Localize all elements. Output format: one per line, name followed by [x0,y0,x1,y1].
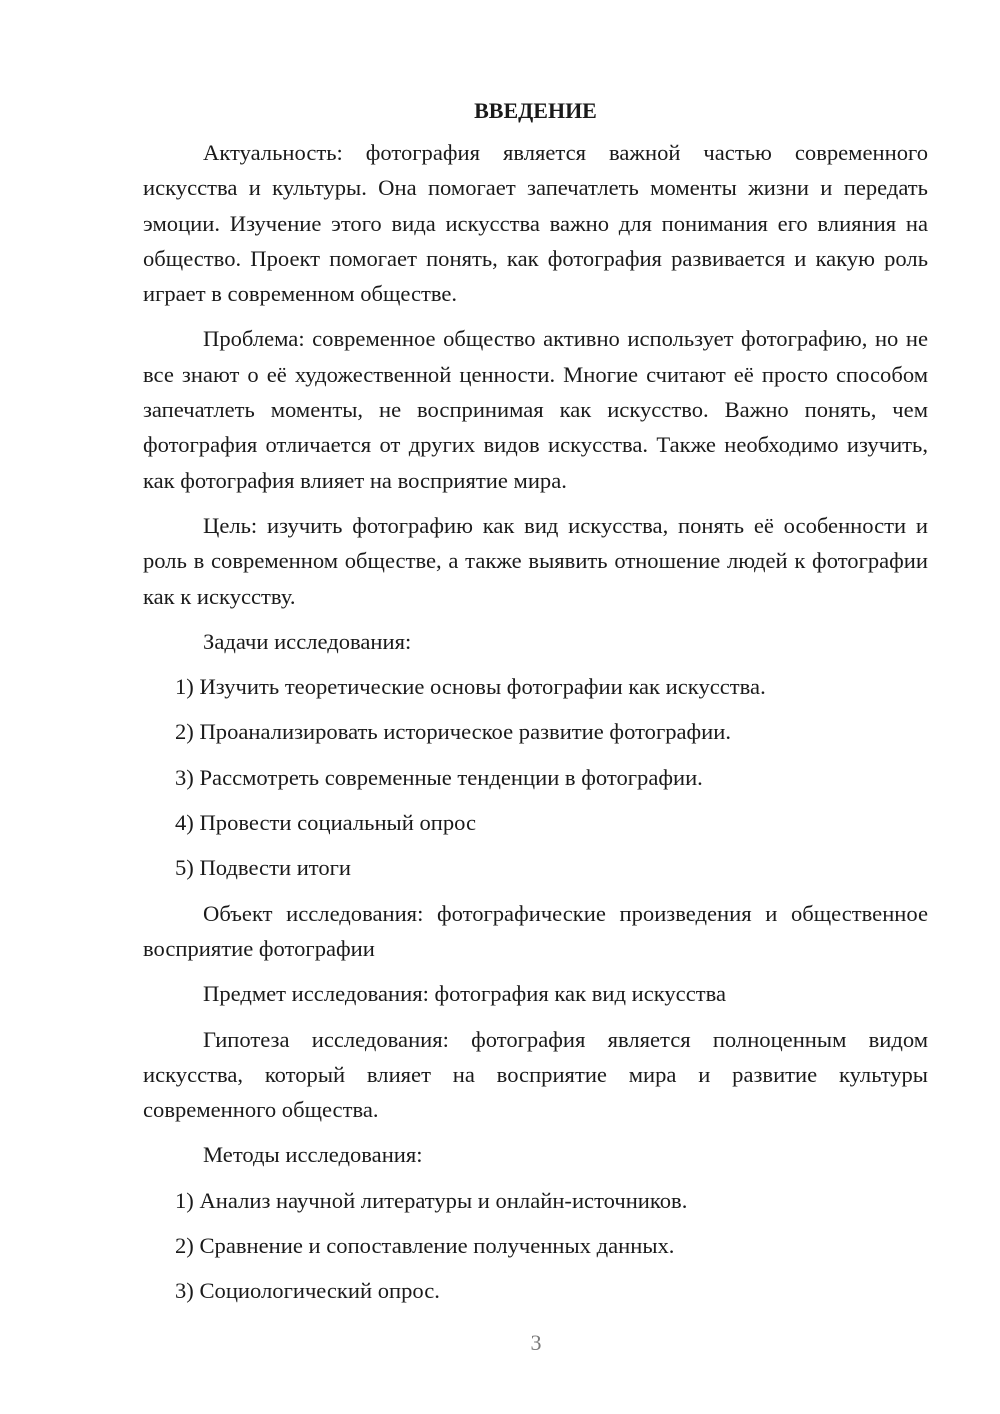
hypothesis-paragraph: Гипотеза исследования: фотография является полноценным видом искусства, который влияет на восприятие мира и развитие культуры современного общества. [143,1026,928,1123]
method-item: 2) Сравнение и сопоставление полученных данных. [175,1233,675,1259]
page-title: ВВЕДЕНИЕ [474,98,597,123]
task-item: 2) Проанализировать историческое развитие фотографии. [175,719,732,745]
page-content [143,96,928,1319]
method-item: 1) Анализ научной литературы и онлайн-источников. [175,1187,688,1213]
tasks-heading: Задачи исследования: [203,628,412,654]
goal-paragraph: Цель: изучить фотографию как вид искусства, понять её особенности и роль в современном обществе, а также выявить отношение людей к фотографии как к искусству. [143,512,928,609]
methods-heading: Методы исследования: [203,1142,423,1168]
subject-paragraph: Предмет исследования: фотография как вид искусства [203,981,726,1007]
task-item: 1) Изучить теоретические основы фотографии как искусства. [175,674,766,700]
task-item: 4) Провести социальный опрос [175,810,477,836]
relevance-paragraph: Актуальность: фотография является важной частью современного искусства и культуры. Она помогает запечатлеть моменты жизни и передать эмоции. Изучение этого вида искусства важно для понимания его влияния на общество. Проект помогает понять, как фотография развивается и какую роль играет в современном обществе. [143,140,928,307]
task-item: 3) Рассмотреть современные тенденции в фотографии. [175,764,703,790]
method-item: 3) Социологический опрос. [175,1278,440,1304]
problem-paragraph: Проблема: современное общество активно использует фотографию, но не все знают о её художественной ценности. Многие считают её просто способом запечатлеть моменты, не воспринимая как искусство. Важно понять, чем фотография отличается от других видов искусства. Также необходимо изучить, как фотография влияет на восприятие мира. [143,326,928,493]
object-paragraph: Объект исследования: фотографические произведения и общественное восприятие фотографии [143,900,928,961]
task-item: 5) Подвести итоги [175,855,352,881]
page-number: 3 [530,1330,542,1355]
